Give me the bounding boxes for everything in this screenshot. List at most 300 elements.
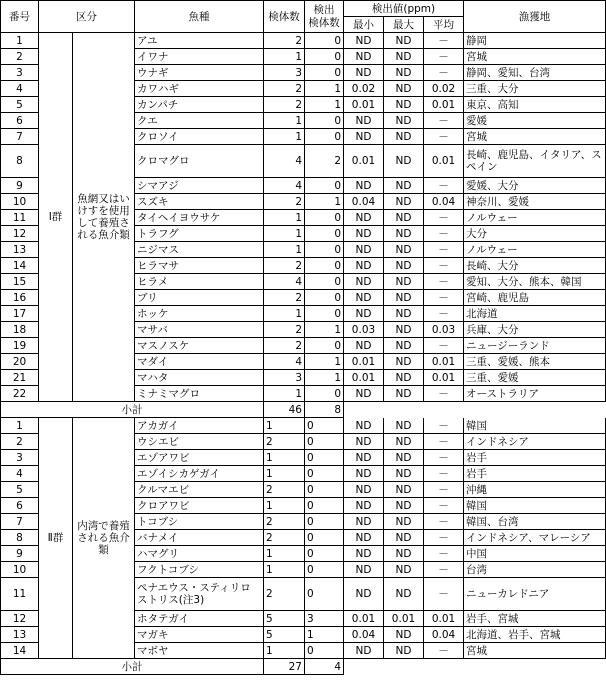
detected-cell: 1: [305, 627, 344, 643]
subtotal-detected: 4: [305, 659, 344, 675]
species-cell: アユ: [135, 33, 264, 49]
row-number-cell: 5: [1, 97, 39, 113]
row-number-cell: 7: [1, 514, 39, 530]
detected-cell: 0: [305, 178, 344, 194]
detected-cell: 1: [305, 194, 344, 210]
min-cell: ND: [344, 129, 384, 145]
row-number-cell: 1: [1, 418, 39, 434]
max-cell: ND: [384, 290, 424, 306]
max-cell: ND: [384, 466, 424, 482]
row-number-cell: 1: [1, 33, 39, 49]
avg-cell: －: [424, 65, 464, 81]
species-cell: クロソイ: [135, 129, 264, 145]
species-cell: ハマグリ: [135, 546, 264, 562]
min-cell: ND: [344, 65, 384, 81]
group-roman-cell: Ⅰ群: [39, 33, 73, 402]
max-cell: ND: [384, 418, 424, 434]
row-number-cell: 2: [1, 434, 39, 450]
subtotal-count: 46: [264, 402, 305, 418]
detected-cell: 0: [305, 546, 344, 562]
max-cell: ND: [384, 338, 424, 354]
row-number-cell: 8: [1, 530, 39, 546]
min-cell: ND: [344, 258, 384, 274]
header-origin: 漁獲地: [464, 1, 606, 33]
origin-cell: 三重、愛媛、熊本: [464, 354, 606, 370]
min-cell: ND: [344, 450, 384, 466]
species-cell: エゾイシカゲガイ: [135, 466, 264, 482]
max-cell: ND: [384, 194, 424, 210]
max-cell: ND: [384, 386, 424, 402]
max-cell: ND: [384, 562, 424, 578]
count-cell: 1: [264, 113, 305, 129]
avg-cell: －: [424, 274, 464, 290]
max-cell: ND: [384, 578, 424, 611]
max-cell: ND: [384, 145, 424, 178]
avg-cell: －: [424, 546, 464, 562]
species-cell: ミナミマグロ: [135, 386, 264, 402]
count-cell: 1: [264, 129, 305, 145]
group-label-cell: 内湾で養殖される魚介類: [73, 418, 135, 659]
avg-cell: －: [424, 306, 464, 322]
origin-cell: 中国: [464, 546, 606, 562]
avg-cell: －: [424, 466, 464, 482]
max-cell: ND: [384, 627, 424, 643]
count-cell: 1: [264, 546, 305, 562]
detected-cell: 0: [305, 49, 344, 65]
row-number-cell: 18: [1, 322, 39, 338]
max-cell: ND: [384, 514, 424, 530]
min-cell: ND: [344, 178, 384, 194]
count-cell: 3: [264, 65, 305, 81]
row-number-cell: 20: [1, 354, 39, 370]
origin-cell: 岩手: [464, 450, 606, 466]
detected-cell: 0: [305, 386, 344, 402]
origin-cell: 三重、大分: [464, 81, 606, 97]
count-cell: 1: [264, 466, 305, 482]
detected-cell: 0: [305, 210, 344, 226]
species-cell: マスノスケ: [135, 338, 264, 354]
group-roman-cell: Ⅱ群: [39, 418, 73, 659]
detected-cell: 0: [305, 113, 344, 129]
row-number-cell: 11: [1, 578, 39, 611]
count-cell: 2: [264, 97, 305, 113]
origin-cell: ニューカレドニア: [464, 578, 606, 611]
species-cell: アカガイ: [135, 418, 264, 434]
min-cell: ND: [344, 33, 384, 49]
max-cell: ND: [384, 226, 424, 242]
row-number-cell: 17: [1, 306, 39, 322]
row-number-cell: 8: [1, 145, 39, 178]
row-number-cell: 13: [1, 242, 39, 258]
detected-cell: 0: [305, 482, 344, 498]
species-cell: クルマエビ: [135, 482, 264, 498]
header-max: 最大: [384, 17, 424, 33]
origin-cell: 宮城: [464, 49, 606, 65]
detected-cell: 0: [305, 498, 344, 514]
subtotal-label: 小計: [1, 659, 264, 675]
avg-cell: 0.01: [424, 611, 464, 627]
row-number-cell: 11: [1, 210, 39, 226]
count-cell: 4: [264, 274, 305, 290]
min-cell: 0.02: [344, 81, 384, 97]
species-cell: ブリ: [135, 290, 264, 306]
row-number-cell: 6: [1, 498, 39, 514]
row-number-cell: 9: [1, 546, 39, 562]
max-cell: ND: [384, 450, 424, 466]
origin-cell: 韓国、台湾: [464, 514, 606, 530]
detected-cell: 0: [305, 643, 344, 659]
row-number-cell: 13: [1, 627, 39, 643]
detected-cell: 0: [305, 434, 344, 450]
species-cell: エゾアワビ: [135, 450, 264, 466]
detected-cell: 0: [305, 514, 344, 530]
species-cell: カワハギ: [135, 81, 264, 97]
max-cell: ND: [384, 97, 424, 113]
detected-cell: 0: [305, 306, 344, 322]
origin-cell: 三重、愛媛: [464, 370, 606, 386]
detected-cell: 0: [305, 418, 344, 434]
min-cell: ND: [344, 210, 384, 226]
count-cell: 2: [264, 338, 305, 354]
count-cell: 1: [264, 306, 305, 322]
avg-cell: －: [424, 482, 464, 498]
min-cell: 0.03: [344, 322, 384, 338]
avg-cell: －: [424, 33, 464, 49]
species-cell: カンパチ: [135, 97, 264, 113]
count-cell: 1: [264, 242, 305, 258]
detected-cell: 0: [305, 290, 344, 306]
species-cell: トラフグ: [135, 226, 264, 242]
origin-cell: 韓国: [464, 418, 606, 434]
subtotal-row: [1, 402, 606, 418]
origin-cell: 岩手、宮城: [464, 611, 606, 627]
count-cell: 1: [264, 498, 305, 514]
species-cell: フクトコブシ: [135, 562, 264, 578]
min-cell: 0.01: [344, 145, 384, 178]
detected-cell: 3: [305, 611, 344, 627]
detected-cell: 0: [305, 562, 344, 578]
count-cell: 1: [264, 562, 305, 578]
count-cell: 4: [264, 354, 305, 370]
max-cell: ND: [384, 242, 424, 258]
max-cell: ND: [384, 258, 424, 274]
min-cell: 0.01: [344, 97, 384, 113]
min-cell: ND: [344, 338, 384, 354]
avg-cell: －: [424, 210, 464, 226]
count-cell: 1: [264, 450, 305, 466]
species-cell: クエ: [135, 113, 264, 129]
max-cell: ND: [384, 81, 424, 97]
header-category: 区分: [39, 1, 135, 33]
origin-cell: 大分: [464, 226, 606, 242]
row-number-cell: 12: [1, 226, 39, 242]
count-cell: 1: [264, 210, 305, 226]
row-number-cell: 22: [1, 386, 39, 402]
origin-cell: 兵庫、大分: [464, 322, 606, 338]
header-number: 番号: [1, 1, 39, 33]
max-cell: ND: [384, 274, 424, 290]
avg-cell: 0.01: [424, 354, 464, 370]
min-cell: ND: [344, 498, 384, 514]
row-number-cell: 14: [1, 643, 39, 659]
avg-cell: 0.04: [424, 627, 464, 643]
max-cell: ND: [384, 210, 424, 226]
species-cell: イワナ: [135, 49, 264, 65]
min-cell: ND: [344, 643, 384, 659]
detected-cell: 1: [305, 81, 344, 97]
species-cell: ホッケ: [135, 306, 264, 322]
table-row: [1, 33, 606, 49]
min-cell: ND: [344, 530, 384, 546]
max-cell: ND: [384, 129, 424, 145]
count-cell: 5: [264, 627, 305, 643]
species-cell: ヒラマサ: [135, 258, 264, 274]
max-cell: ND: [384, 498, 424, 514]
origin-cell: 長崎、大分: [464, 258, 606, 274]
subtotal-blank: [344, 402, 606, 418]
origin-cell: 沖縄: [464, 482, 606, 498]
avg-cell: －: [424, 113, 464, 129]
subtotal-detected: 8: [305, 402, 344, 418]
max-cell: ND: [384, 370, 424, 386]
species-cell: クロアワビ: [135, 498, 264, 514]
origin-cell: オーストラリア: [464, 386, 606, 402]
row-number-cell: 12: [1, 611, 39, 627]
species-cell: トコブシ: [135, 514, 264, 530]
detected-cell: 0: [305, 450, 344, 466]
detected-cell: 0: [305, 338, 344, 354]
avg-cell: －: [424, 242, 464, 258]
row-number-cell: 10: [1, 562, 39, 578]
count-cell: 2: [264, 482, 305, 498]
row-number-cell: 7: [1, 129, 39, 145]
min-cell: 0.04: [344, 627, 384, 643]
min-cell: 0.04: [344, 194, 384, 210]
avg-cell: －: [424, 49, 464, 65]
subtotal-blank: [344, 659, 606, 675]
count-cell: 2: [264, 322, 305, 338]
detected-cell: 0: [305, 466, 344, 482]
detected-cell: 1: [305, 354, 344, 370]
origin-cell: 愛媛、大分: [464, 178, 606, 194]
avg-cell: －: [424, 386, 464, 402]
avg-cell: －: [424, 643, 464, 659]
row-number-cell: 21: [1, 370, 39, 386]
row-number-cell: 2: [1, 49, 39, 65]
detected-cell: 0: [305, 274, 344, 290]
avg-cell: －: [424, 434, 464, 450]
min-cell: ND: [344, 386, 384, 402]
count-cell: 2: [264, 194, 305, 210]
species-cell: ホタテガイ: [135, 611, 264, 627]
count-cell: 2: [264, 33, 305, 49]
min-cell: ND: [344, 418, 384, 434]
max-cell: ND: [384, 33, 424, 49]
min-cell: ND: [344, 434, 384, 450]
row-number-cell: 10: [1, 194, 39, 210]
row-number-cell: 6: [1, 113, 39, 129]
count-cell: 5: [264, 611, 305, 627]
min-cell: ND: [344, 242, 384, 258]
min-cell: 0.01: [344, 354, 384, 370]
max-cell: 0.01: [384, 611, 424, 627]
subtotal-count: 27: [264, 659, 305, 675]
header-min: 最小: [344, 17, 384, 33]
avg-cell: 0.04: [424, 194, 464, 210]
min-cell: ND: [344, 226, 384, 242]
header-avg: 平均: [424, 17, 464, 33]
subtotal-label: 小計: [1, 402, 264, 418]
avg-cell: －: [424, 562, 464, 578]
max-cell: ND: [384, 322, 424, 338]
min-cell: 0.01: [344, 611, 384, 627]
row-number-cell: 9: [1, 178, 39, 194]
origin-cell: 静岡、愛知、台湾: [464, 65, 606, 81]
min-cell: ND: [344, 113, 384, 129]
min-cell: ND: [344, 562, 384, 578]
species-cell: バナメイ: [135, 530, 264, 546]
origin-cell: 宮城: [464, 129, 606, 145]
species-cell: クロマグロ: [135, 145, 264, 178]
species-cell: マボヤ: [135, 643, 264, 659]
min-cell: 0.01: [344, 370, 384, 386]
count-cell: 2: [264, 530, 305, 546]
detected-cell: 0: [305, 226, 344, 242]
species-cell: マサバ: [135, 322, 264, 338]
species-cell: マガキ: [135, 627, 264, 643]
max-cell: ND: [384, 546, 424, 562]
min-cell: ND: [344, 578, 384, 611]
avg-cell: －: [424, 129, 464, 145]
count-cell: 2: [264, 290, 305, 306]
avg-cell: －: [424, 514, 464, 530]
row-number-cell: 16: [1, 290, 39, 306]
count-cell: 4: [264, 145, 305, 178]
row-number-cell: 3: [1, 65, 39, 81]
count-cell: 1: [264, 49, 305, 65]
origin-cell: 北海道: [464, 306, 606, 322]
min-cell: ND: [344, 274, 384, 290]
header-species: 魚種: [135, 1, 264, 33]
detected-cell: 0: [305, 258, 344, 274]
count-cell: 1: [264, 643, 305, 659]
detected-cell: 0: [305, 242, 344, 258]
avg-cell: －: [424, 178, 464, 194]
count-cell: 1: [264, 386, 305, 402]
avg-cell: 0.01: [424, 370, 464, 386]
avg-cell: －: [424, 290, 464, 306]
max-cell: ND: [384, 178, 424, 194]
count-cell: 4: [264, 178, 305, 194]
header-detected: 検出 検体数: [305, 1, 344, 33]
origin-cell: 韓国: [464, 498, 606, 514]
species-cell: マハタ: [135, 370, 264, 386]
table-body: [1, 33, 606, 675]
count-cell: 2: [264, 578, 305, 611]
count-cell: 2: [264, 434, 305, 450]
avg-cell: －: [424, 338, 464, 354]
count-cell: 2: [264, 514, 305, 530]
min-cell: ND: [344, 482, 384, 498]
count-cell: 2: [264, 258, 305, 274]
origin-cell: 長崎、鹿児島、イタリア、スペイン: [464, 145, 606, 178]
group-label-cell: 魚網又はいけすを使用して養殖される魚介類: [73, 33, 135, 402]
max-cell: ND: [384, 354, 424, 370]
row-number-cell: 19: [1, 338, 39, 354]
avg-cell: －: [424, 498, 464, 514]
row-number-cell: 4: [1, 81, 39, 97]
species-cell: マダイ: [135, 354, 264, 370]
min-cell: ND: [344, 546, 384, 562]
origin-cell: 台湾: [464, 562, 606, 578]
origin-cell: ニュージーランド: [464, 338, 606, 354]
detected-cell: 0: [305, 129, 344, 145]
row-number-cell: 15: [1, 274, 39, 290]
avg-cell: －: [424, 530, 464, 546]
row-number-cell: 5: [1, 482, 39, 498]
avg-cell: －: [424, 418, 464, 434]
table-row: [1, 418, 606, 434]
row-number-cell: 4: [1, 466, 39, 482]
max-cell: ND: [384, 530, 424, 546]
max-cell: ND: [384, 482, 424, 498]
min-cell: ND: [344, 290, 384, 306]
origin-cell: 東京、高知: [464, 97, 606, 113]
origin-cell: 神奈川、愛媛: [464, 194, 606, 210]
count-cell: 1: [264, 418, 305, 434]
detected-cell: 1: [305, 322, 344, 338]
max-cell: ND: [384, 65, 424, 81]
detected-cell: 0: [305, 530, 344, 546]
origin-cell: 宮崎、鹿児島: [464, 290, 606, 306]
detected-cell: 0: [305, 578, 344, 611]
avg-cell: －: [424, 578, 464, 611]
avg-cell: 0.02: [424, 81, 464, 97]
species-cell: ヒラメ: [135, 274, 264, 290]
species-cell: タイヘイヨウサケ: [135, 210, 264, 226]
origin-cell: ノルウェー: [464, 242, 606, 258]
max-cell: ND: [384, 49, 424, 65]
origin-cell: インドネシア、マレーシア: [464, 530, 606, 546]
detected-cell: 0: [305, 33, 344, 49]
detected-cell: 2: [305, 145, 344, 178]
subtotal-row: [1, 659, 606, 675]
detected-cell: 1: [305, 370, 344, 386]
max-cell: ND: [384, 434, 424, 450]
min-cell: ND: [344, 306, 384, 322]
count-cell: 3: [264, 370, 305, 386]
origin-cell: 北海道、岩手、宮城: [464, 627, 606, 643]
species-cell: シマアジ: [135, 178, 264, 194]
avg-cell: 0.01: [424, 97, 464, 113]
min-cell: ND: [344, 514, 384, 530]
min-cell: ND: [344, 466, 384, 482]
avg-cell: 0.03: [424, 322, 464, 338]
species-cell: ニジマス: [135, 242, 264, 258]
avg-cell: －: [424, 258, 464, 274]
max-cell: ND: [384, 113, 424, 129]
origin-cell: 宮城: [464, 643, 606, 659]
row-number-cell: 14: [1, 258, 39, 274]
species-cell: スズキ: [135, 194, 264, 210]
origin-cell: 愛媛: [464, 113, 606, 129]
detected-cell: 1: [305, 97, 344, 113]
count-cell: 2: [264, 81, 305, 97]
count-cell: 1: [264, 226, 305, 242]
origin-cell: 愛知、大分、熊本、韓国: [464, 274, 606, 290]
species-cell: ペナエウス・スティリロストリス(注3): [135, 578, 264, 611]
origin-cell: ノルウェー: [464, 210, 606, 226]
